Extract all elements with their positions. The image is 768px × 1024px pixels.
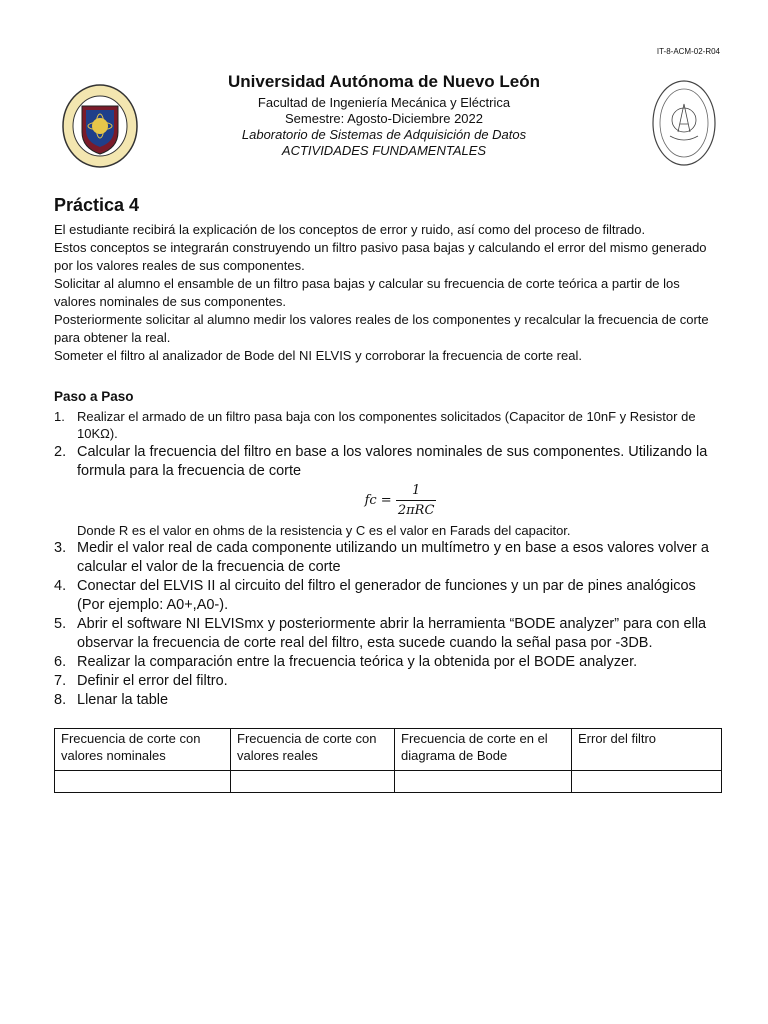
step-number: 1.	[54, 409, 65, 424]
cutoff-formula	[77, 481, 724, 520]
step-item	[54, 691, 724, 710]
document-code: IT-8-ACM-02-R04	[656, 47, 720, 56]
step-number: 3.	[54, 540, 67, 556]
step-item	[54, 577, 724, 615]
table-header-row	[55, 729, 722, 771]
step-text: Llenar la table	[77, 692, 169, 708]
intro-paragraph: Posteriormente solicitar al alumno medir los valores reales de los componentes y recalcular la frecuencia de corte para obtener la real.	[54, 312, 709, 345]
step-text: Conectar del ELVIS II al circuito del filtro el generador de funciones y un par de pines analógicos (Por ejemplo: A0+,A0-).	[77, 578, 696, 613]
step-number: 2.	[54, 444, 67, 460]
table-cell[interactable]	[231, 771, 395, 793]
step-number: 7.	[54, 673, 67, 689]
practice-title: Práctica 4	[54, 195, 140, 215]
table-cell[interactable]	[55, 771, 231, 793]
university-name: Universidad Autónoma de Nuevo León	[227, 72, 541, 91]
formula-denominator: 2πRC	[397, 503, 435, 518]
step-item	[54, 672, 724, 691]
steps-heading: Paso a Paso	[54, 389, 134, 404]
intro-paragraph: Estos conceptos se integrarán construyendo un filtro pasivo pasa bajas y calculando el error del mismo generado por los valores reales de sus componentes.	[54, 240, 707, 273]
step-item	[54, 408, 724, 442]
table-cell[interactable]	[395, 771, 572, 793]
intro-paragraph: Solicitar al alumno el ensamble de un filtro pasa bajas y calcular su frecuencia de corte teórica a partir de los valores nominales de sus componentes.	[54, 276, 680, 309]
results-table	[54, 728, 722, 793]
formula-note: Donde R es el valor en ohms de la resistencia y C es el valor en Farads del capacitor.	[77, 523, 571, 538]
faculty-name: Facultad de Ingeniería Mecánica y Eléctrica	[257, 95, 511, 110]
step-number: 8.	[54, 692, 67, 708]
formula-lhs: fc =	[364, 493, 392, 508]
step-text: Realizar la comparación entre la frecuencia teórica y la obtenida por el BODE analyzer.	[77, 654, 638, 670]
intro-paragraph: Someter el filtro al analizador de Bode del NI ELVIS y corroborar la frecuencia de corte real.	[54, 348, 582, 363]
step-text: Realizar el armado de un filtro pasa baja con los componentes solicitados (Capacitor de 10nF y Resistor de 10KΩ).	[77, 409, 696, 441]
lab-name: Laboratorio de Sistemas de Adquisición de Datos	[241, 127, 527, 142]
step-item	[54, 653, 724, 672]
semester: Semestre: Agosto-Diciembre 2022	[285, 111, 483, 126]
table-header-cell: Frecuencia de corte con valores reales	[231, 729, 395, 771]
steps-list	[54, 408, 724, 710]
table-header-cell: Error del filtro	[572, 729, 722, 771]
table-header-cell: Frecuencia de corte en el diagrama de Bode	[395, 729, 572, 771]
step-number: 6.	[54, 654, 67, 670]
step-item	[54, 539, 724, 577]
activities-label: ACTIVIDADES FUNDAMENTALES	[281, 143, 487, 158]
step-number: 5.	[54, 616, 67, 632]
intro-paragraph: El estudiante recibirá la explicación de los conceptos de error y ruido, así como del proceso de filtrado.	[54, 222, 646, 237]
step-text: Abrir el software NI ELVISmx y posteriormente abrir la herramienta “BODE analyzer” para con ella observar la frecuencia de corte real del filtro, esta sucede cuando la señal pasa por -3DB.	[77, 616, 707, 651]
table-header-cell: Frecuencia de corte con valores nominales	[55, 729, 231, 771]
step-text: Calcular la frecuencia del filtro en base a los valores nominales de sus componentes. Utilizando la formula para la frecuencia de corte	[77, 444, 708, 479]
step-item	[54, 443, 724, 539]
step-text: Medir el valor real de cada componente utilizando un multímetro y en base a esos valores volver a calcular el valor de la frecuencia de corte	[77, 540, 709, 575]
formula-fraction	[396, 481, 437, 520]
intro-section	[54, 221, 724, 365]
table-row	[55, 771, 722, 793]
document-header	[0, 72, 768, 159]
step-text: Definir el error del filtro.	[77, 673, 228, 689]
step-number: 4.	[54, 578, 67, 594]
formula-numerator: 1	[396, 481, 437, 501]
table-cell[interactable]	[572, 771, 722, 793]
step-item	[54, 615, 724, 653]
